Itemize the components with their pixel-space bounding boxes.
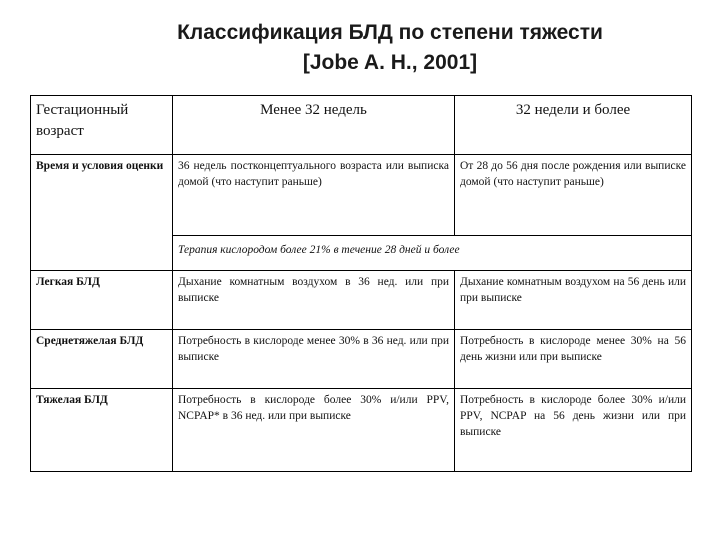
table-row xyxy=(31,389,692,472)
assessment-time-under-32: 36 недель постконцептуального возраста или выписка домой (что наступит раньше) xyxy=(173,155,455,236)
assessment-time-label: Время и условия оценки xyxy=(31,155,173,271)
classification-table xyxy=(30,95,692,472)
mild-32-plus: Дыхание комнатным воздухом на 56 день или при выписке xyxy=(455,271,692,330)
table-row xyxy=(31,330,692,389)
mild-under-32: Дыхание комнатным воздухом в 36 нед. или при выписке xyxy=(173,271,455,330)
severity-label-severe: Тяжелая БЛД xyxy=(31,389,173,472)
severity-label-moderate: Среднетяжелая БЛД xyxy=(31,330,173,389)
title-line-1: Классификация БЛД по степени тяжести xyxy=(177,21,603,44)
header-row xyxy=(31,96,692,155)
severe-under-32: Потребность в кислороде более 30% и/или PPV, NCPAP* в 36 нед. или при выписке xyxy=(173,389,455,472)
severity-label-mild: Легкая БЛД xyxy=(31,271,173,330)
table-row xyxy=(31,271,692,330)
slide-title xyxy=(0,18,720,78)
severe-32-plus: Потребность в кислороде более 30% и/или PPV, NCPAP на 56 день жизни или при выписке xyxy=(455,389,692,472)
moderate-under-32: Потребность в кислороде менее 30% в 36 нед. или при выписке xyxy=(173,330,455,389)
moderate-32-plus: Потребность в кислороде менее 30% на 56 день жизни или при выписке xyxy=(455,330,692,389)
assessment-time-32-plus: От 28 до 56 дня после рождения или выписке домой (что наступит раньше) xyxy=(455,155,692,236)
oxygen-therapy-note: Терапия кислородом более 21% в течение 28 дней и более xyxy=(173,236,692,271)
title-line-2: [Jobe A. H., 2001] xyxy=(302,51,478,74)
header-32-weeks-plus: 32 недели и более xyxy=(455,96,692,155)
header-gestational-age: Гестационный возраст xyxy=(31,96,173,155)
header-under-32-weeks: Менее 32 недель xyxy=(173,96,455,155)
assessment-time-row xyxy=(31,155,692,236)
